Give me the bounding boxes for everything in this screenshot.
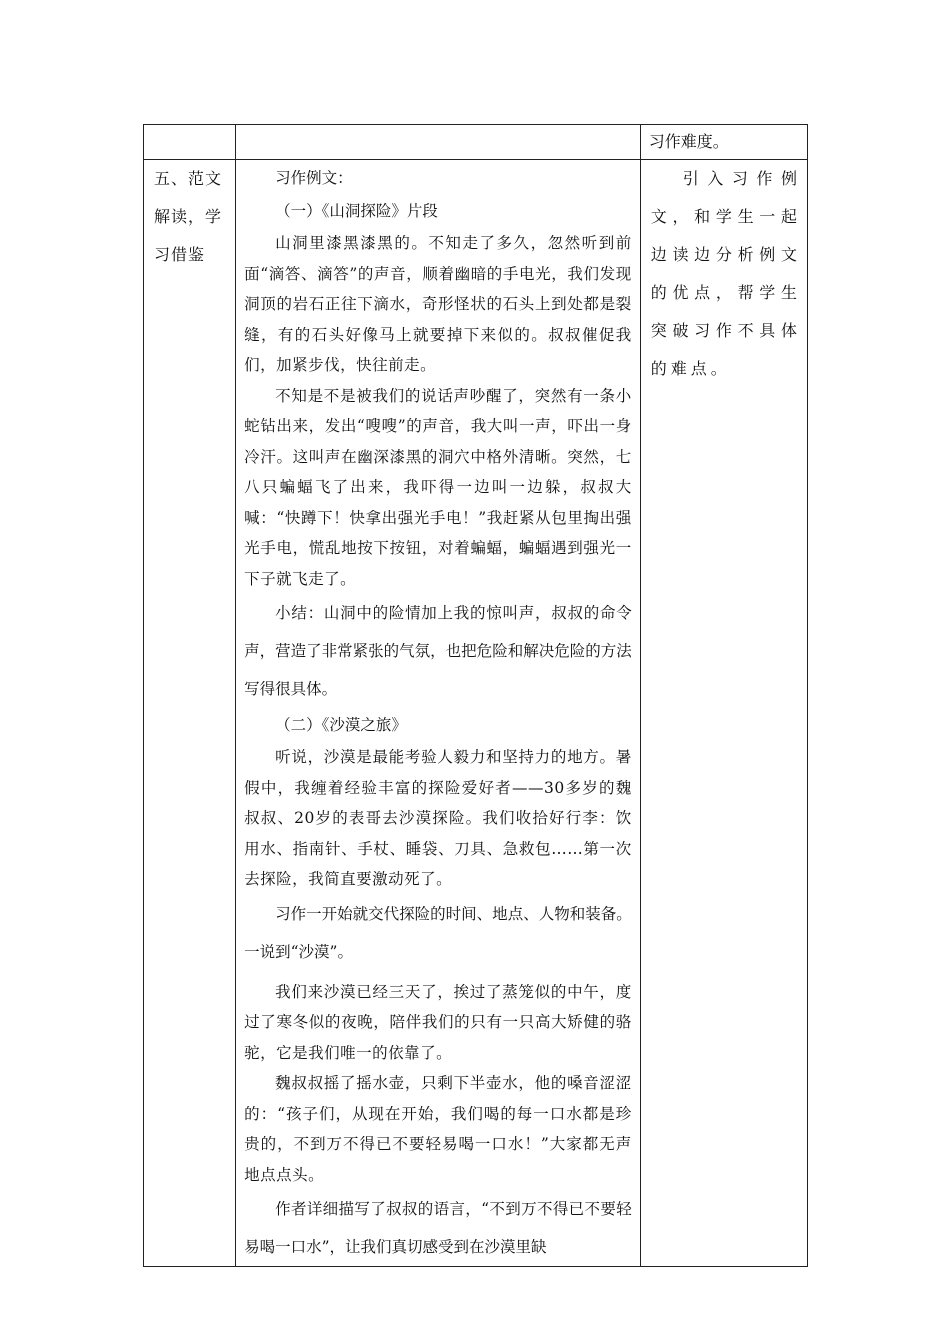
table-row: [144, 160, 808, 1267]
intent-text-continued: 习作难度。: [648, 132, 729, 151]
example-1-summary: 小结：山洞中的险情加上我的惊叫声，叔叔的命令声，营造了非常紧张的气氛，也把危险和解决危险的方法写得很具体。: [244, 604, 632, 698]
example-2-note-1: 习作一开始就交代探险的时间、地点、人物和装备。一说到“沙漠”。: [244, 904, 632, 961]
example-2-paragraph-2: 我们来沙漠已经三天了，挨过了蒸笼似的中午，度过了寒冬似的夜晚，陪伴我们的只有一只高大矫健的骆驼，它是我们唯一的依靠了。: [244, 982, 632, 1062]
design-intent-text: 引入习作例文，和学生一起边读边分析例文的优点，帮学生突破习作不具体的难点。: [650, 169, 801, 378]
lesson-plan-table: [143, 124, 808, 1267]
example-1-title: （一）《山洞探险》片段: [275, 202, 438, 220]
example-2-note-2: 作者详细描写了叔叔的语言，“不到万不得已不要轻易喝一口水”，让我们真切感受到在沙漠里缺: [244, 1200, 632, 1256]
table-row: [144, 125, 808, 160]
example-heading: 习作例文：: [275, 169, 353, 187]
step-cell-empty: [144, 125, 236, 160]
intent-cell: [640, 160, 807, 1267]
example-2-paragraph-3: 魏叔叔摇了摇水壶，只剩下半壶水，他的嗓音涩涩的：“孩子们，从现在开始，我们喝的每一口水都是珍贵的，不到万不得已不要轻易喝一口水！”大家都无声地点点头。: [244, 1074, 632, 1184]
example-1-paragraph-1: 山洞里漆黑漆黑的。不知走了多久，忽然听到前面“滴答、滴答”的声音，顺着幽暗的手电光，我们发现洞顶的岩石正往下滴水，奇形怪状的石头上到处都是裂缝，有的石头好像马上就要掉下来似的。叔叔催促我们，加紧步伐，快往前走。: [244, 234, 632, 374]
content-cell: [236, 160, 641, 1267]
intent-cell: [640, 125, 807, 160]
example-2-title: （二）《沙漠之旅》: [275, 716, 407, 734]
example-1-paragraph-2: 不知是不是被我们的说话声吵醒了，突然有一条小蛇钻出来，发出“嗖嗖”的声音，我大叫一声，吓出一身冷汗。这叫声在幽深漆黑的洞穴中格外清晰。突然，七八只蝙蝠飞了出来，我吓得一边叫一边躲，叔叔大喊：“快蹲下！快拿出强光手电！”我赶紧从包里掏出强光手电，慌乱地按下按钮，对着蝙蝠，蝙蝠遇到强光一下子就飞走了。: [244, 386, 632, 588]
step-cell: [144, 160, 236, 1267]
content-cell-empty: [236, 125, 641, 160]
example-2-paragraph-1: 听说，沙漠是最能考验人毅力和坚持力的地方。暑假中，我缠着经验丰富的探险爱好者——30多岁的魏叔叔、20岁的表哥去沙漠探险。我们收拾好行李：饮用水、指南针、手杖、睡袋、刀具、急救包……第一次去探险，我简直要激动死了。: [244, 748, 632, 888]
step-label: 五、范文解读，学习借鉴: [154, 169, 223, 264]
